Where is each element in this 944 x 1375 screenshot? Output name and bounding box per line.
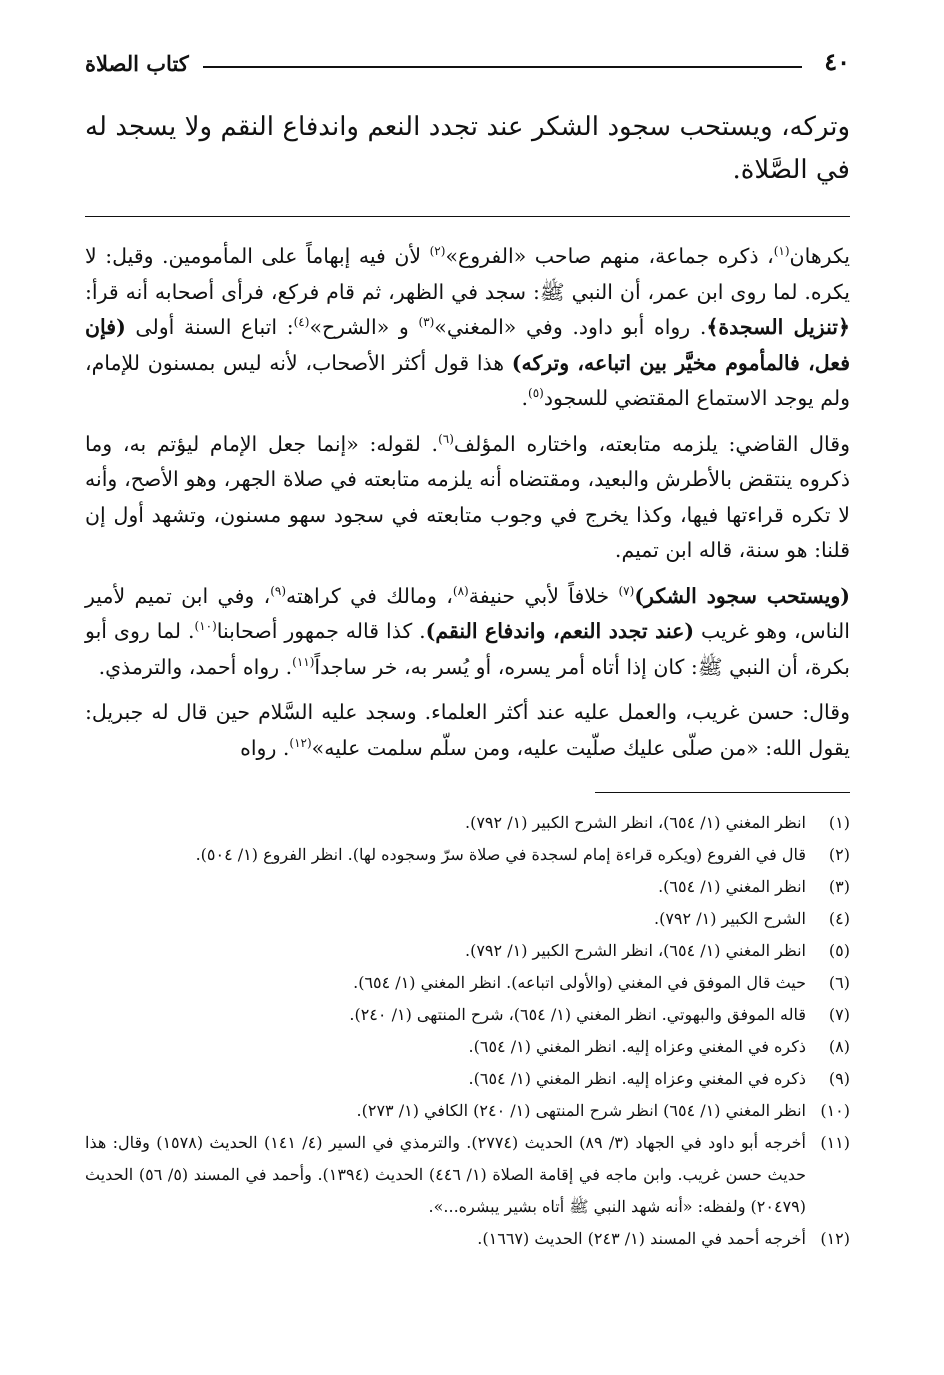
footnote-text: ذكره في المغني وعزاه إليه. انظر المغني (١/ ٦٥٤). (468, 1037, 806, 1056)
footnote-number: (١٠) (820, 1101, 850, 1120)
text-run: خلافاً لأبي حنيفة (468, 583, 619, 608)
footnote (85, 1095, 850, 1127)
footnote-text: انظر المغني (١/ ٦٥٤). (658, 877, 806, 896)
text-run: . رواه (240, 735, 290, 760)
text-run: . لقوله: «إنما جعل الإمام ليؤتم به، وما ذكروه ينتقض بالأطرش والبعيد، ومقتضاه أنه يلزمه متابعته في صلاة الجهر، وهو الأصح، وأنه لا تكره قراءتها فيها، وكذا يخرج في وجوب متابعته في سجود سهو مسنون، وتشهد أول إن قلنا: هو سنة، قاله ابن تميم. (85, 431, 850, 562)
matn-quote: (عند تجدد النعم، واندفاع النقم) (425, 619, 695, 643)
commentary-paragraph-2 (85, 427, 850, 569)
commentary (85, 239, 850, 766)
footnote-text: قاله الموفق والبهوتي. انظر المغني (١/ ٦٥٤)، شرح المنتهى (١/ ٢٤٠). (349, 1005, 806, 1024)
text-run: وقال: حسن غريب، والعمل عليه عند أكثر العلماء. وسجد عليه السَّلام حين قال له جبريل: يقول الله: «من صلّى عليك صلّيت عليه، ومن سلّم سلمت عليه» (85, 700, 850, 760)
footnote (85, 1127, 850, 1223)
footnote-text: حيث قال الموفق في المغني (والأولى اتباعه). انظر المغني (١/ ٦٥٤). (353, 973, 806, 992)
text-run: ، ذكره جماعة، منهم صاحب «الفروع» (445, 244, 774, 268)
text-run: . رواه أحمد، والترمذي. (98, 654, 293, 679)
commentary-paragraph-4 (85, 695, 850, 766)
text-run: ، ومالك في كراهته (286, 583, 453, 608)
footnote-number: (١) (828, 813, 850, 832)
footnote-text: أخرجه أبو داود في الجهاد (٣/ ٨٩) الحديث (٢٧٧٤). والترمذي في السير (٤/ ١٤١) الحديث (١٥٧٨) وقال: هذا حديث حسن غريب. وابن ماجه في إقامة الصلاة (١/ ٤٤٦) الحديث (١٣٩٤). وأحمد في المسند (٥/ ٥٦) الحديث (٢٠٤٧٩) ولفظه: «أنه شهد النبي ﷺ أتاه بشير يبشره...». (85, 1133, 807, 1216)
footnote-ref[interactable]: (٧) (618, 583, 635, 598)
footnote-number: (٩) (828, 1069, 850, 1088)
footnote-number: (٧) (828, 1005, 850, 1024)
footnotes (85, 807, 850, 1255)
footnote (85, 903, 850, 935)
commentary-paragraph-1 (85, 239, 850, 417)
footnote-text: قال في الفروع (ويكره قراءة إمام لسجدة في صلاة سرّ وسجوده لها). انظر الفروع (١/ ٥٠٤). (195, 845, 806, 864)
footnote-ref[interactable]: (١٢) (289, 735, 312, 750)
header-rule (203, 66, 802, 68)
main-text: وتركه، ويستحب سجود الشكر عند تجدد النعم واندفاع النقم ولا يسجد له في الصَّلاة. (85, 112, 850, 185)
text-run: . رواه أبو داود. وفي «المغني» (434, 315, 707, 339)
page-header (85, 40, 850, 76)
footnote (85, 871, 850, 903)
text-run: يكرهان (789, 244, 850, 268)
footnote (85, 999, 850, 1031)
book-page (85, 40, 850, 1255)
text-run: و «الشرح» (309, 315, 419, 339)
footnote (85, 935, 850, 967)
footnote-text: انظر المغني (١/ ٦٥٤)، انظر الشرح الكبير (١/ ٧٩٢). (465, 813, 806, 832)
footnote-ref[interactable]: (٣) (418, 315, 435, 330)
footnote-ref[interactable]: (٨) (452, 583, 469, 598)
running-title: كتاب الصلاة (85, 51, 189, 76)
footnote-text: الشرح الكبير (١/ ٧٩٢). (654, 909, 806, 928)
footnote (85, 1031, 850, 1063)
footnote-ref[interactable]: (٦) (438, 431, 454, 446)
footnote-number: (١١) (820, 1133, 850, 1152)
text-run: وقال القاضي: يلزمه متابعته، واختاره المؤلف (453, 431, 850, 456)
footnote (85, 1063, 850, 1095)
footnote-ref[interactable]: (٥) (528, 386, 544, 401)
text-divider (85, 216, 850, 217)
quran-quote: ﴿تنزيل السجدة﴾ (706, 315, 851, 339)
footnote (85, 807, 850, 839)
footnote-number: (٨) (828, 1037, 850, 1056)
footnote-number: (٦) (828, 973, 850, 992)
footnote-ref[interactable]: (٤) (293, 315, 310, 330)
footnote (85, 839, 850, 871)
footnote-number: (٤) (828, 909, 850, 928)
text-run: . كذا قاله جمهور أصحابنا (216, 619, 426, 643)
footnote-ref[interactable]: (١١) (292, 654, 315, 669)
footnote-divider (85, 792, 850, 793)
footnote-number: (١٢) (820, 1229, 850, 1248)
matn-quote: (فإن فعل، فالمأموم مخيَّر بين اتباعه، وتركه) (85, 315, 850, 375)
footnote (85, 1223, 850, 1255)
footnote-ref[interactable]: (٩) (270, 583, 287, 598)
footnote-text: انظر المغني (١/ ٦٥٤) انظر شرح المنتهى (١/ ٢٤٠) الكافي (١/ ٢٧٣). (356, 1101, 806, 1120)
text-run: . لما روى أبو بكرة، أن النبي ﷺ: كان إذا أتاه أمر يسره، أو يُسر به، خر ساجداً (85, 619, 850, 679)
footnote-text: انظر المغني (١/ ٦٥٤)، انظر الشرح الكبير (١/ ٧٩٢). (465, 941, 806, 960)
footnote-number: (٢) (828, 845, 850, 864)
footnote-ref[interactable]: (١) (773, 244, 790, 259)
text-run: : اتباع السنة أولى (125, 315, 294, 339)
matn-quote: (ويستحب سجود الشكر) (634, 583, 851, 608)
footnote-text: أخرجه أحمد في المسند (١/ ٢٤٣) الحديث (١٦٦٧). (477, 1229, 806, 1248)
text-run: لأن فيه إبهاماً على المأمومين. وقيل: لا يكره. لما روى ابن عمر، أن النبي ﷺ: سجد في الظهر، ثم قام فركع، فرأى أصحابه أنه قرأ: (85, 244, 850, 304)
footnote-text: ذكره في المغني وعزاه إليه. انظر المغني (١/ ٦٥٤). (468, 1069, 806, 1088)
text-run: هذا قول أكثر الأصحاب، لأنه ليس بمسنون للإمام، ولم يوجد الاستماع المقتضي للسجود (85, 350, 850, 410)
footnote-number: (٣) (828, 877, 850, 896)
footnote-ref[interactable]: (٢) (429, 244, 446, 259)
text-run: ، وفي ابن تميم لأمير الناس، وهو غريب (85, 583, 850, 643)
footnote-ref[interactable]: (١٠) (194, 619, 217, 634)
footnote (85, 967, 850, 999)
page-number: ٤٠ (824, 47, 850, 76)
footnote-number: (٥) (828, 941, 850, 960)
text-run: . (521, 386, 529, 410)
commentary-paragraph-3 (85, 579, 850, 686)
